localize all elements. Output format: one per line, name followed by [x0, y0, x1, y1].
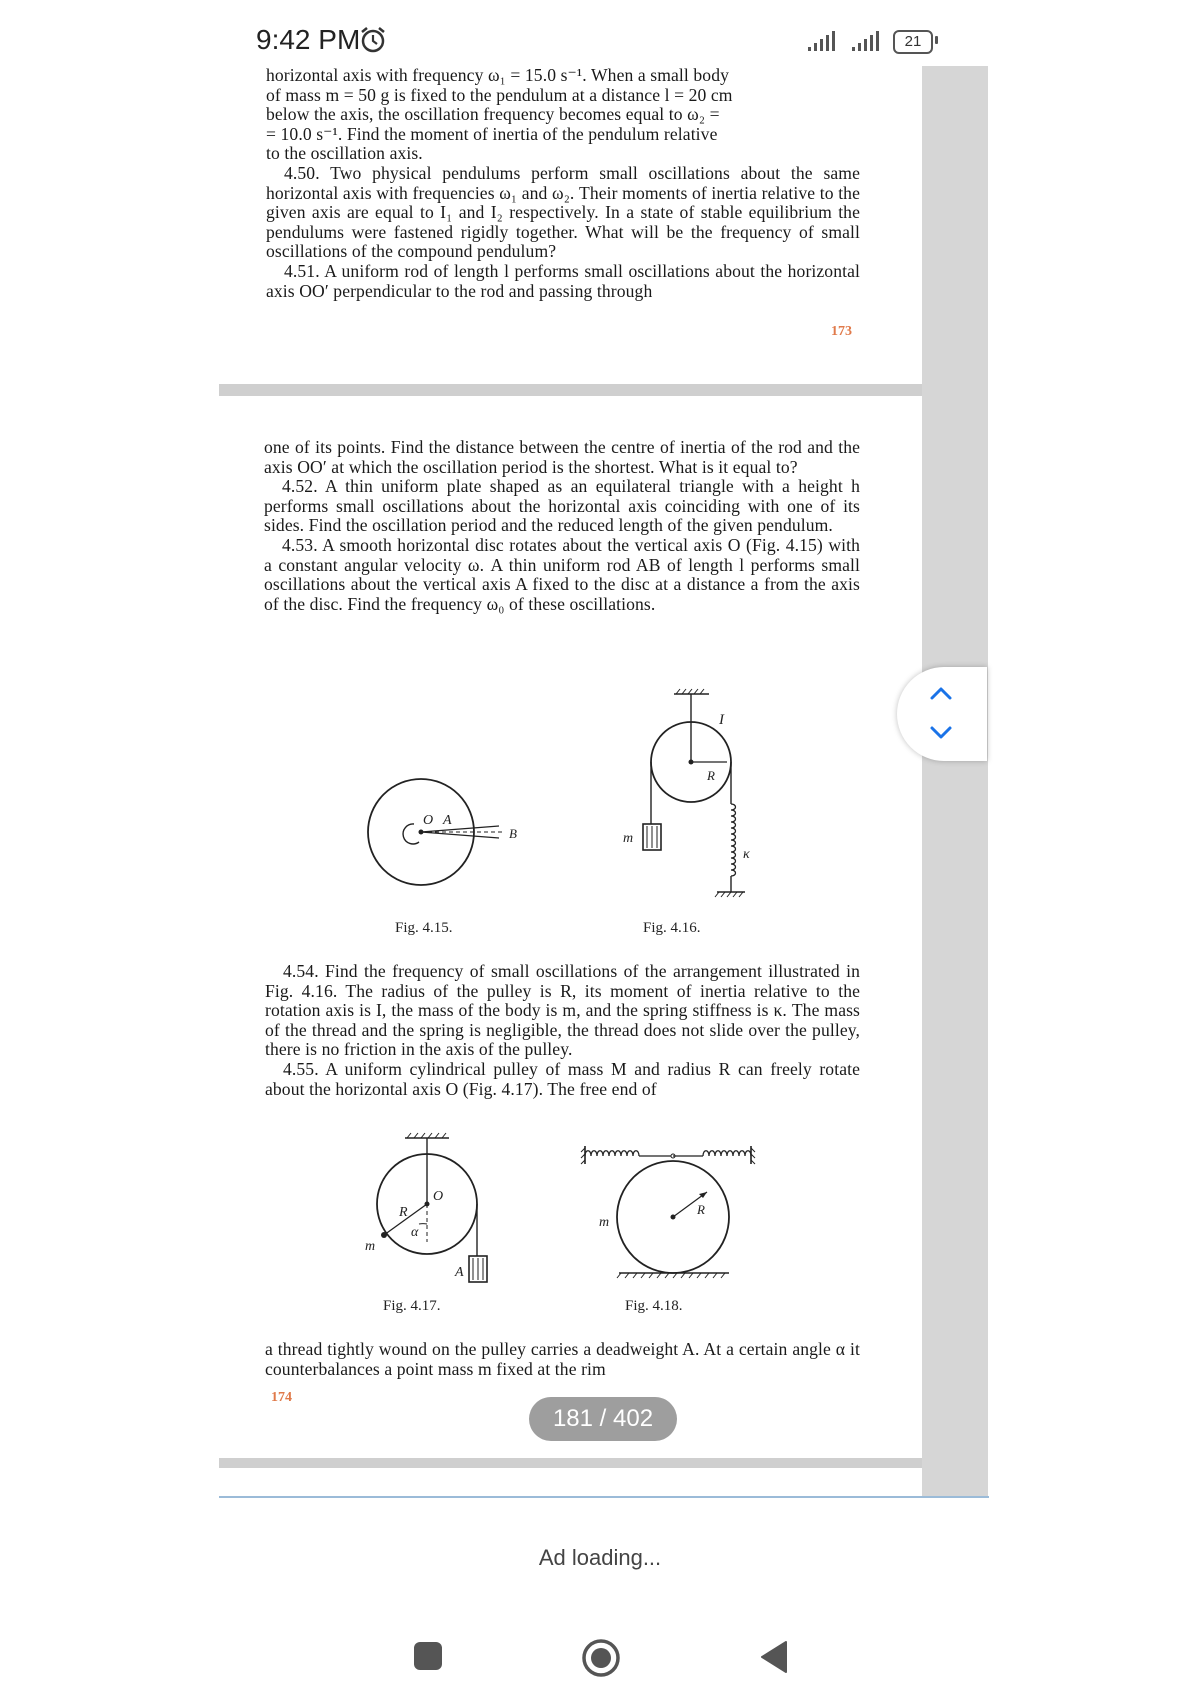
- status-time: 9:42 PM: [256, 24, 361, 55]
- spring-left: [585, 1151, 639, 1156]
- label-r: R: [399, 1205, 408, 1220]
- label-m: m: [365, 1239, 376, 1254]
- signal-strength-icon-2: [852, 30, 888, 52]
- label-m: m: [599, 1215, 610, 1230]
- label-alpha: α: [411, 1225, 419, 1240]
- spring-right: [703, 1151, 751, 1156]
- status-bar: [0, 0, 1200, 66]
- ad-placeholder: Ad loading...: [538, 1545, 662, 1570]
- figure-4-18: [579, 1142, 779, 1292]
- viewer-bottom-border: [219, 1496, 989, 1498]
- page-number: 174: [271, 1390, 292, 1405]
- back-icon[interactable]: [758, 1640, 790, 1674]
- text-line: of mass m = 50 g is fixed to the pendulum at a distance l = 20 cm: [266, 84, 733, 105]
- page-174-text-bottom: [265, 1340, 860, 1379]
- scroll-track[interactable]: [922, 66, 988, 1496]
- page-173-text: [266, 66, 860, 301]
- point-mass: [381, 1232, 387, 1238]
- text-line: below the axis, the oscillation frequency becomes equal to ω₂ =: [266, 104, 720, 125]
- label-o: O: [433, 1189, 444, 1204]
- recent-apps-icon[interactable]: [412, 1640, 444, 1672]
- page-separator: [219, 384, 922, 396]
- problem-4-51: 4.51. A uniform rod of length l performs small oscillations about the horizontal axis OO′ perpendicular to the rod and passing through: [266, 260, 860, 301]
- problem-4-52: 4.52. A thin uniform plate shaped as an equilateral triangle with a height h performs small oscillations about the horizontal axis coinciding with one of its sides. Find the oscillation period and the reduced length of the given pendulum.: [264, 476, 860, 536]
- figure-4-17: [359, 1132, 539, 1297]
- text-line: to the oscillation axis.: [266, 143, 423, 164]
- battery-indicator: 21: [893, 30, 933, 54]
- fig-4-16-caption: Fig. 4.16.: [643, 920, 701, 936]
- chevron-up-icon[interactable]: [929, 685, 953, 701]
- label-o: O: [423, 813, 434, 828]
- label-i: I: [719, 712, 724, 728]
- text-line: horizontal axis with frequency ω₁ = 15.0 s⁻¹. When a small body: [266, 65, 729, 85]
- problem-4-51-cont: one of its points. Find the distance between the centre of inertia of the rod and the axis OO′ at which the oscillation period is the shortest. What is it equal to?: [264, 437, 860, 477]
- pdf-page-174: [219, 396, 922, 1458]
- page-174-text-mid: [265, 962, 860, 1099]
- battery-tip: [935, 36, 938, 44]
- problem-4-54: 4.54. Find the frequency of small oscillations of the arrangement illustrated in Fig. 4.16. The radius of the pulley is R, its moment of inertia relative to the rotation axis is I, the mass of the body is m, and the spring stiffness is κ. The mass of the thread and the spring is negligible, the thread does not slide over the pulley, there is no friction in the axis of the pulley.: [265, 961, 860, 1060]
- chevron-down-icon[interactable]: [929, 725, 953, 741]
- figure-4-16: [609, 686, 779, 916]
- problem-4-55: 4.55. A uniform cylindrical pulley of mass M and radius R can freely rotate about the horizontal axis O (Fig. 4.17). The free end of: [265, 1058, 860, 1099]
- label-a: A: [455, 1265, 464, 1280]
- problem-4-55-cont: a thread tightly wound on the pulley carries a deadweight A. At a certain angle α it counterbalances a point mass m fixed at the rim: [265, 1339, 860, 1379]
- home-icon[interactable]: [581, 1638, 621, 1678]
- page-174-text-top: [264, 438, 860, 614]
- label-b: B: [509, 826, 517, 841]
- label-kappa: κ: [743, 847, 750, 862]
- text-line: = 10.0 s⁻¹. Find the moment of inertia of the pendulum relative: [266, 123, 718, 144]
- pdf-page-173: [219, 66, 922, 384]
- label-r: R: [707, 768, 715, 783]
- fig-4-18-caption: Fig. 4.18.: [625, 1298, 683, 1314]
- fig-4-17-caption: Fig. 4.17.: [383, 1298, 441, 1314]
- figure-4-15: [359, 766, 569, 896]
- label-m: m: [623, 831, 634, 846]
- page-counter: 181 / 402: [529, 1397, 677, 1441]
- page-separator: [219, 1458, 922, 1468]
- problem-4-53: 4.53. A smooth horizontal disc rotates about the vertical axis O (Fig. 4.15) with a constant angular velocity ω. A thin uniform rod AB of length l performs small oscillations about the vertical axis A fixed to the disc at a distance a from the axis of the disc. Find the frequency ω₀ of these oscillations.: [264, 534, 860, 614]
- problem-4-50: 4.50. Two physical pendulums perform small oscillations about the same horizontal axis with frequencies ω₁ and ω₂. Their moments of inertia relative to the given axis are equal to I₁ and I₂ respectively. In a state of stable equilibrium the pendulums were fastened rigidly together. What will be the frequency of small oscillations of the compound pendulum?: [266, 162, 860, 262]
- page-nav-control[interactable]: [897, 667, 987, 761]
- fig-4-15-caption: Fig. 4.15.: [395, 920, 453, 936]
- label-a: A: [443, 813, 452, 828]
- alarm-clock-icon: [358, 25, 388, 55]
- label-r: R: [697, 1202, 705, 1217]
- spring: [731, 804, 736, 876]
- signal-strength-icon: [808, 30, 844, 52]
- page-number: 173: [831, 324, 852, 339]
